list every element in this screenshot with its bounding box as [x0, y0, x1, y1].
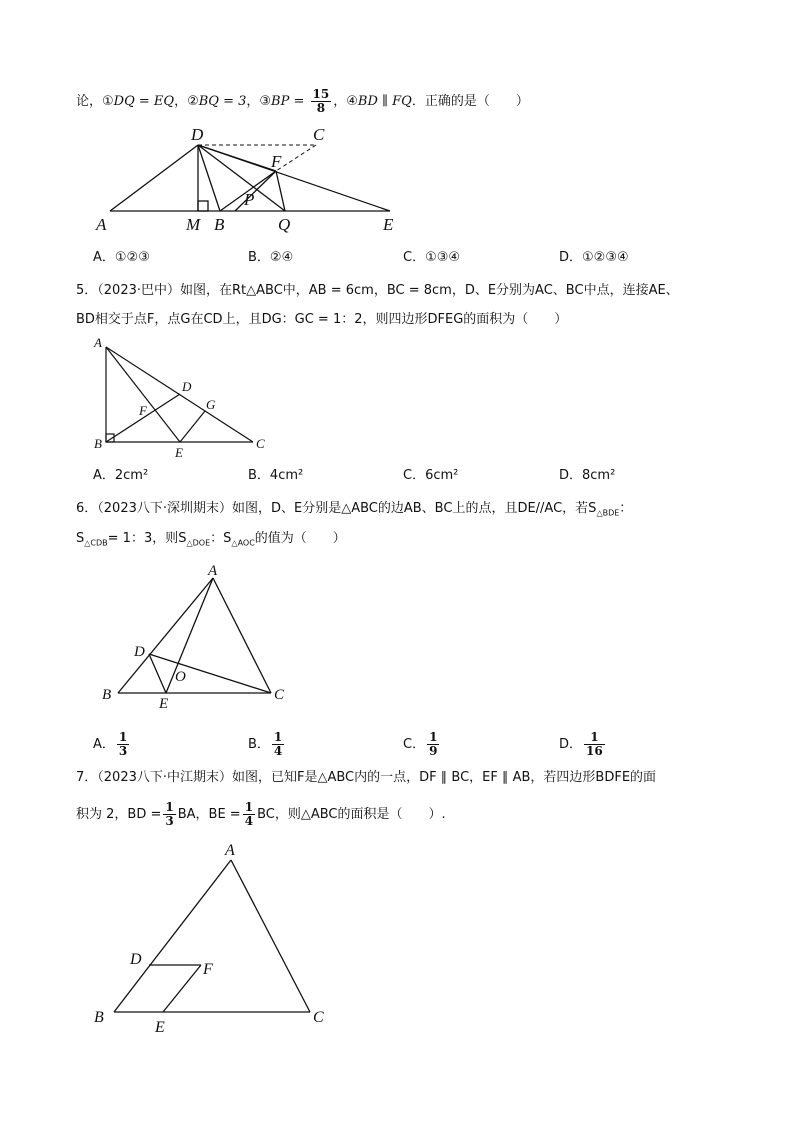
q7-be-fraction: [243, 801, 255, 828]
q6-line2-ratio: = 1：3，则S: [107, 531, 187, 546]
q7-stem-line2: [76, 801, 446, 828]
q6-line2-s3: ：S: [210, 531, 232, 546]
q6-line2-tail: 的值为（ ）: [254, 531, 346, 546]
q5-stem-line1: 5．（2023·巴中）如图，在Rt△ABC中，AB = 6cm，BC = 8cm，D、E分别为AC、BC中点，连接AE、: [76, 283, 679, 298]
q4-label-P: P: [244, 190, 255, 209]
q5-figure: [88, 335, 278, 465]
q4-option-c[interactable]: C．①③④: [403, 250, 461, 265]
q4-option-a[interactable]: A．①②③: [93, 250, 150, 265]
q6-b-num: 1: [273, 730, 283, 744]
q4-c4-mark: ④: [346, 94, 358, 109]
q6-label-O: O: [175, 669, 186, 685]
q5-stem-line2: BD相交于点F，点G在CD上，且DG：GC = 1：2，则四边形DFEG的面积为（ ）: [76, 312, 568, 327]
q4-sep2: ，: [246, 94, 260, 109]
q4-c3-mark: ③: [259, 94, 272, 109]
q4-label-B: B: [214, 215, 225, 234]
q6-c-den: 9: [429, 744, 438, 758]
q6-line1-colon: ：: [619, 501, 633, 516]
q7-label-A: A: [225, 842, 235, 859]
q7-line2-a: 积为 2，BD =: [76, 807, 162, 822]
q7-bd-fraction: [163, 801, 175, 828]
q6-label-E: E: [159, 696, 169, 712]
q5-option-d[interactable]: D．8cm²: [559, 468, 616, 483]
q7-figure: [88, 835, 338, 1040]
q6-c-num: 1: [429, 730, 438, 744]
q4-c3-num: 15: [312, 87, 330, 101]
q4-label-C: C: [313, 125, 325, 144]
q5-option-c[interactable]: C．6cm²: [403, 468, 459, 483]
q6-d-num: 1: [584, 731, 605, 745]
q7-bd-num: 1: [165, 800, 174, 814]
q4-label-E: E: [383, 215, 394, 234]
q6-stem-line1: [76, 499, 632, 524]
q6-sub-aoc: △AOC: [231, 538, 255, 548]
q4-option-b[interactable]: B．②④: [248, 250, 294, 265]
q7-bd-den: 3: [165, 814, 174, 828]
q4-label-D: D: [191, 125, 204, 144]
q4-c3-fraction: [311, 88, 332, 115]
q6-line2-s1: S: [76, 531, 85, 546]
q4-c1-mark: ①: [102, 94, 114, 109]
q5-label-B: B: [94, 436, 102, 451]
q4-conclusion-line: [76, 88, 529, 115]
q4-c4: BD ∥ FQ: [357, 94, 412, 109]
q4-lead: 论，: [76, 94, 103, 109]
q4-figure: [90, 118, 430, 238]
q4-label-M: M: [186, 215, 201, 234]
q5-label-F: F: [139, 403, 147, 418]
q6-option-d-fraction: [584, 731, 605, 758]
q4-sep3: ，: [333, 94, 347, 109]
q4-tail: ．正确的是（ ）: [411, 94, 529, 109]
q5-label-A: A: [94, 335, 102, 350]
q7-stem-line1: 7．（2023八下·中江期末）如图，已知F是△ABC内的一点，DF ∥ BC，EF ∥ AB，若四边形BDFE的面: [76, 770, 657, 785]
q4-option-d[interactable]: D．①②③④: [559, 250, 629, 265]
q5-option-a[interactable]: A．2cm²: [93, 468, 149, 483]
q6-label-B: B: [102, 687, 112, 703]
q6-sub-doe: △DOE: [186, 538, 211, 548]
q6-label-C: C: [274, 687, 285, 703]
q7-be-den: 4: [244, 814, 254, 828]
q5-label-G: G: [206, 397, 216, 412]
q7-label-B: B: [94, 1009, 104, 1026]
q7-line2-b: BA，BE =: [177, 807, 241, 822]
q7-label-F: F: [203, 961, 213, 978]
q6-option-a-fraction: [117, 731, 129, 758]
q4-c1: DQ = EQ: [113, 94, 175, 109]
q6-figure: [96, 558, 306, 713]
q6-label-A: A: [208, 563, 218, 579]
q6-d-den: 16: [586, 744, 603, 758]
q6-label-D: D: [134, 644, 145, 660]
q5-option-b[interactable]: B．4cm²: [248, 468, 304, 483]
q4-c3-den: 8: [316, 101, 326, 115]
q4-c2-mark: ②: [187, 94, 199, 109]
q5-label-D: D: [182, 379, 192, 394]
q6-option-d[interactable]: [559, 731, 607, 758]
q6-option-c[interactable]: [403, 731, 441, 758]
q6-option-c-letter: C．: [403, 737, 426, 752]
q6-b-den: 4: [273, 744, 283, 758]
q4-sep1: ，: [174, 94, 188, 109]
q6-sub-bde: △BDE: [596, 508, 620, 518]
q4-label-F: F: [271, 152, 282, 171]
q7-label-E: E: [155, 1019, 165, 1036]
q6-option-b-letter: B．: [248, 737, 270, 752]
q7-label-D: D: [130, 951, 142, 968]
q6-a-den: 3: [118, 744, 128, 758]
q6-option-a-letter: A．: [93, 737, 115, 752]
q6-option-d-letter: D．: [559, 737, 583, 752]
q6-a-num: 1: [118, 730, 128, 744]
q4-c3-pre: BP =: [271, 94, 305, 109]
q6-line1-text: 6．（2023八下·深圳期末）如图，D、E分别是△ABC的边AB、BC上的点，且DE//AC，若S: [76, 501, 597, 516]
q6-sub-cdb: △CDB: [84, 538, 108, 548]
q6-option-c-fraction: [427, 731, 439, 758]
q6-option-a[interactable]: [93, 731, 131, 758]
q5-label-C: C: [256, 436, 265, 451]
q4-label-Q: Q: [278, 215, 291, 234]
q5-label-E: E: [175, 445, 183, 460]
q6-option-b-fraction: [272, 731, 284, 758]
q6-stem-line2: [76, 529, 346, 554]
q7-label-C: C: [313, 1009, 324, 1026]
q4-label-A: A: [96, 215, 107, 234]
q4-c2: BQ = 3: [198, 94, 247, 109]
q7-line2-c: BC，则△ABC的面积是（ ）.: [257, 807, 446, 822]
q6-option-b[interactable]: [248, 731, 286, 758]
q7-be-num: 1: [244, 800, 254, 814]
